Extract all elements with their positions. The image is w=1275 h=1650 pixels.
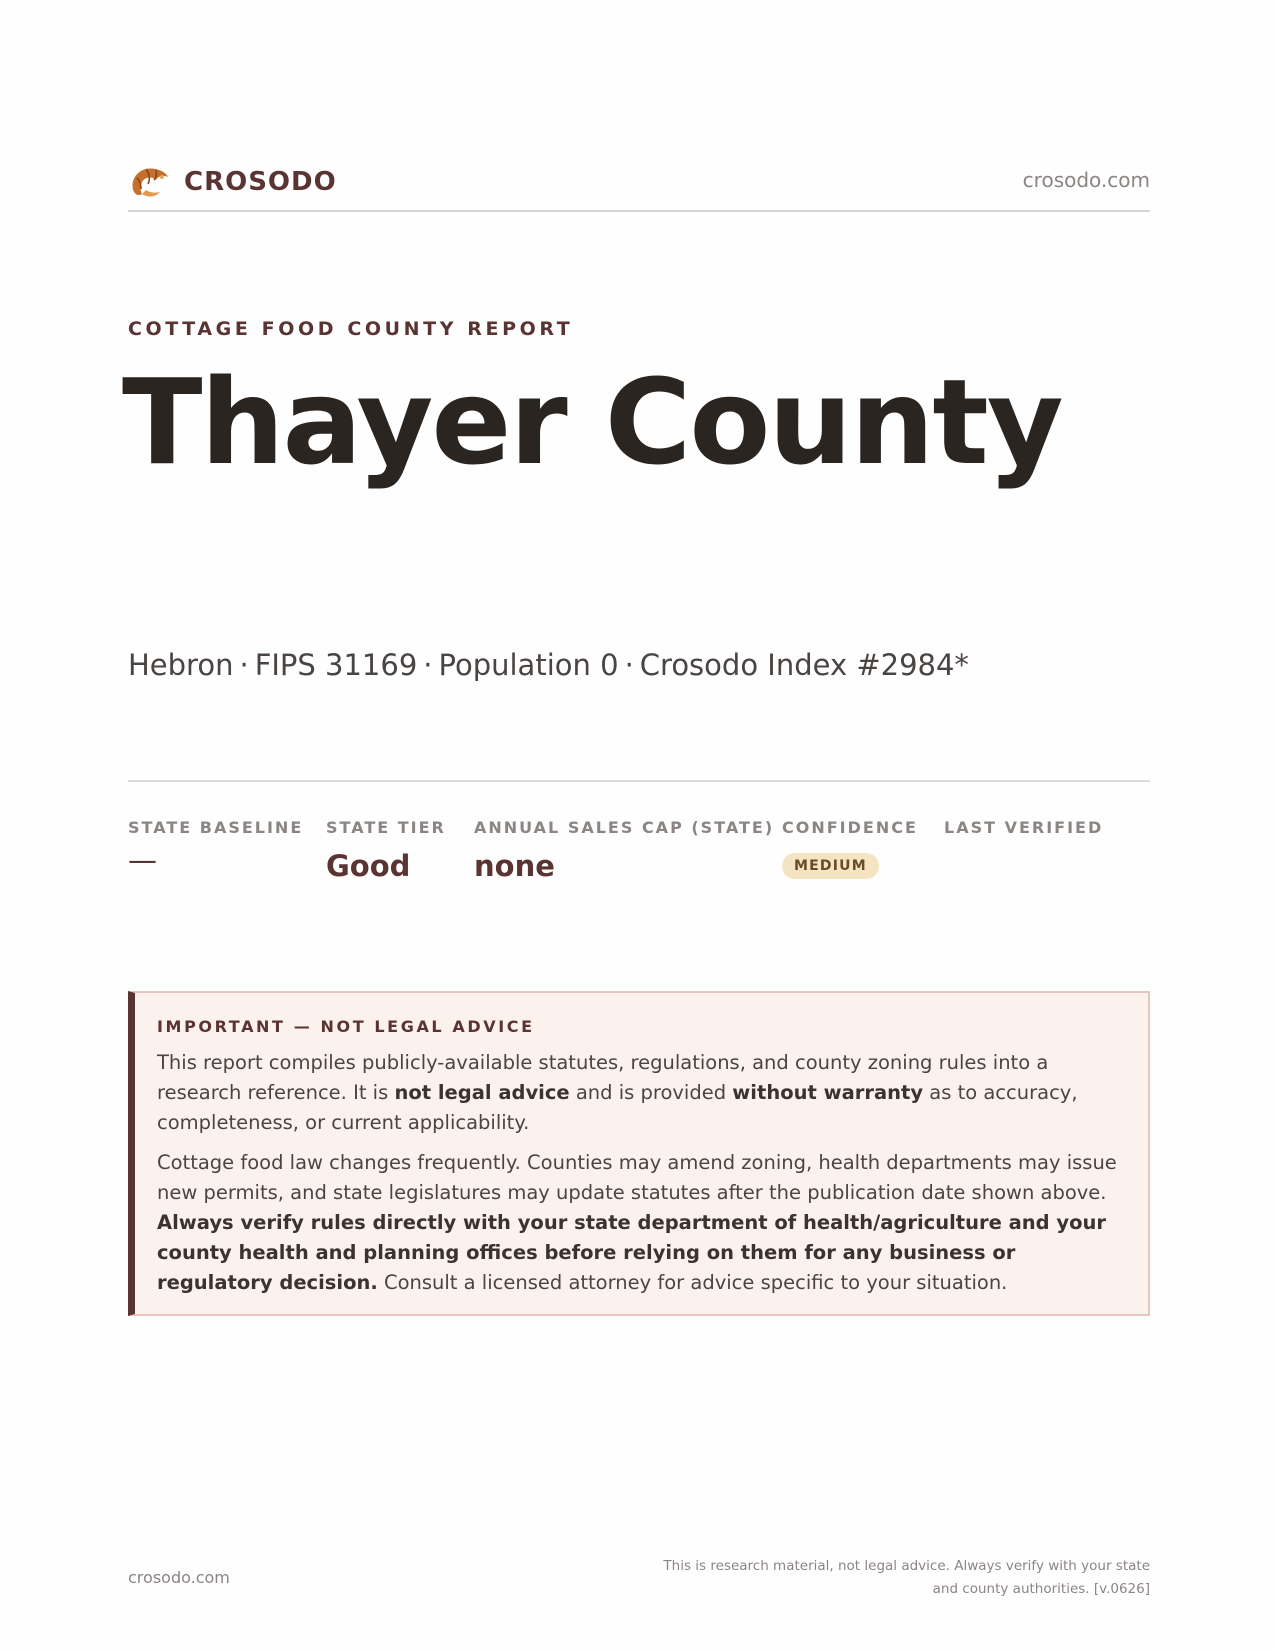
brand-name: CROSODO (184, 167, 337, 197)
stat-state-baseline (128, 818, 303, 877)
page-header (128, 158, 1150, 212)
disclaimer-paragraph (157, 1048, 1124, 1138)
stat-value: Good (326, 849, 411, 883)
croissant-icon (128, 162, 170, 202)
population: Population 0 (438, 648, 619, 682)
footer-note (630, 1555, 1150, 1601)
text: This report compiles publicly-available statutes, regulations, and county zoning rules into a research reference. It is (157, 1051, 1049, 1104)
county-meta (128, 648, 969, 682)
stat-label: ANNUAL SALES CAP (STATE) (474, 818, 775, 837)
stat-state-tier (326, 818, 446, 883)
stat-label: STATE TIER (326, 818, 446, 837)
county-title: Thayer County (122, 353, 1062, 491)
separator: · (624, 648, 634, 682)
stat-label: CONFIDENCE (782, 818, 918, 837)
separator: · (423, 648, 433, 682)
fips-code: FIPS 31169 (254, 648, 418, 682)
text: as to accuracy, completeness, or current applicability. (157, 1081, 1078, 1134)
disclaimer-title: IMPORTANT — NOT LEGAL ADVICE (157, 1017, 535, 1036)
emphasis: not legal advice (394, 1081, 570, 1104)
separator: · (239, 648, 249, 682)
text: and is provided (569, 1081, 733, 1104)
stat-label: STATE BASELINE (128, 818, 304, 837)
emphasis: without warranty (732, 1081, 924, 1104)
confidence-badge: MEDIUM (782, 853, 879, 879)
header-url-link[interactable]: crosodo.com (1022, 168, 1150, 192)
stat-confidence (782, 818, 918, 879)
stat-last-verified (944, 818, 1103, 849)
footer-url-link[interactable]: crosodo.com (128, 1568, 230, 1587)
report-eyebrow: COTTAGE FOOD COUNTY REPORT (128, 318, 574, 340)
stat-label: LAST VERIFIED (944, 818, 1104, 837)
footer-note-line: and county authorities. [v.0626] (932, 1581, 1150, 1597)
legal-disclaimer-callout (128, 991, 1150, 1316)
emphasis: Always verify rules directly with your state department of health/agriculture and your county health and planning offices before relying on them for any business or regulatory decision. (157, 1211, 1107, 1294)
text: Consult a licensed attorney for advice specific to your situation. (377, 1271, 1008, 1294)
text: Cottage food law changes frequently. Counties may amend zoning, health departments may issue new permits, and state legislatures may update statutes after the publication date shown above. (157, 1151, 1117, 1204)
footer-note-line: This is research material, not legal advice. Always verify with your state (663, 1558, 1150, 1574)
stat-value: — (128, 843, 157, 877)
disclaimer-paragraph (157, 1148, 1124, 1298)
stats-divider (128, 780, 1150, 782)
brand[interactable] (128, 162, 337, 202)
crosodo-index: Crosodo Index #2984* (639, 648, 969, 682)
county-seat: Hebron (128, 648, 234, 682)
stat-sales-cap (474, 818, 774, 883)
stat-value: none (474, 849, 555, 883)
